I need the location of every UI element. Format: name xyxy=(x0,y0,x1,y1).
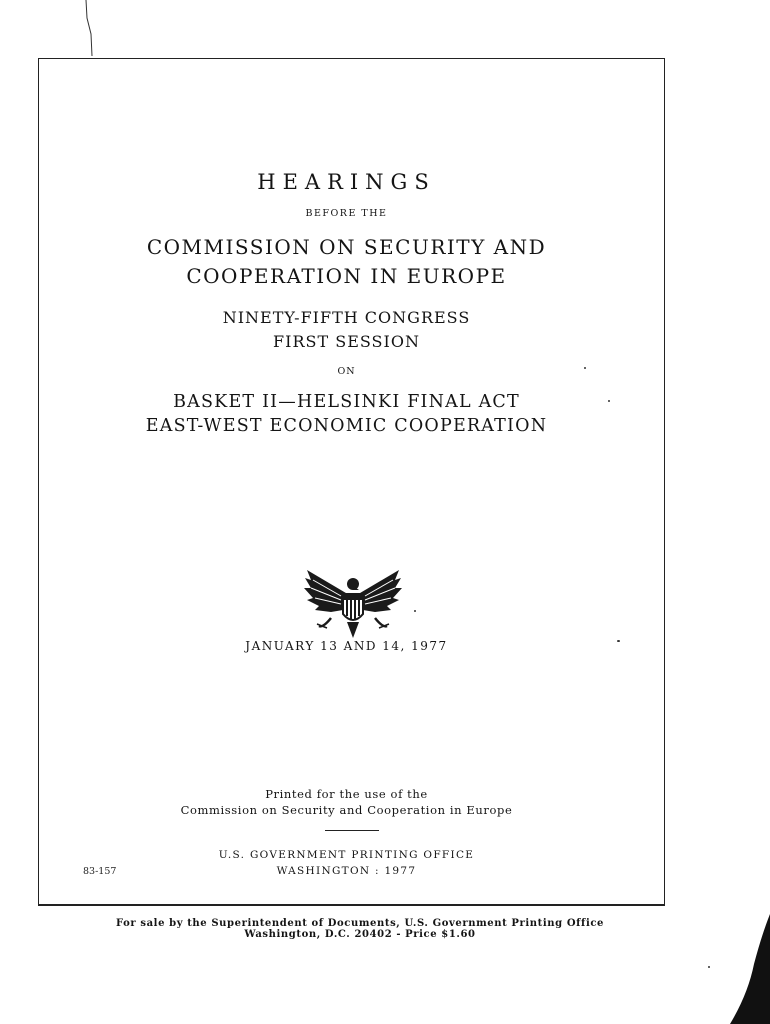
gpo-line-2: WASHINGTON : 1977 xyxy=(276,865,417,877)
document-title: HEARINGS xyxy=(257,170,436,194)
document-code: 83-157 xyxy=(83,866,117,877)
sale-notice xyxy=(40,918,680,940)
scan-corner-shadow xyxy=(710,914,770,1024)
subject-line-1: BASKET II—HELSINKI FINAL ACT xyxy=(173,392,520,412)
printed-line-1: Printed for the use of the xyxy=(265,787,428,801)
sale-line-2: Washington, D.C. 20402 - Price $1.60 xyxy=(244,929,476,940)
hearing-dates: JANUARY 13 AND 14, 1977 xyxy=(245,639,448,653)
divider-rule xyxy=(325,830,379,831)
on-label: ON xyxy=(337,366,356,377)
commission-line-1: COMMISSION ON SECURITY AND xyxy=(146,235,547,259)
congress-session xyxy=(33,306,660,354)
congress-line: NINETY-FIFTH CONGRESS xyxy=(222,308,471,327)
sale-line-1: For sale by the Superintendent of Documents, U.S. Government Printing Office xyxy=(115,918,605,929)
gpo-line-1: U.S. GOVERNMENT PRINTING OFFICE xyxy=(218,849,475,861)
scan-speck xyxy=(708,966,710,968)
hearing-subject xyxy=(33,390,660,438)
printed-line-2: Commission on Security and Cooperation in Europe xyxy=(180,803,513,817)
great-seal-eagle-icon xyxy=(301,566,405,642)
commission-line-2: COOPERATION IN EUROPE xyxy=(186,264,507,288)
scan-mark-line xyxy=(82,0,98,58)
printed-for-note xyxy=(33,786,660,818)
scan-speck xyxy=(414,610,416,612)
before-the-label: BEFORE THE xyxy=(305,208,388,219)
publisher-block xyxy=(33,847,660,879)
session-line: FIRST SESSION xyxy=(273,332,420,351)
commission-name xyxy=(33,233,660,291)
subject-line-2: EAST-WEST ECONOMIC COOPERATION xyxy=(145,416,548,436)
